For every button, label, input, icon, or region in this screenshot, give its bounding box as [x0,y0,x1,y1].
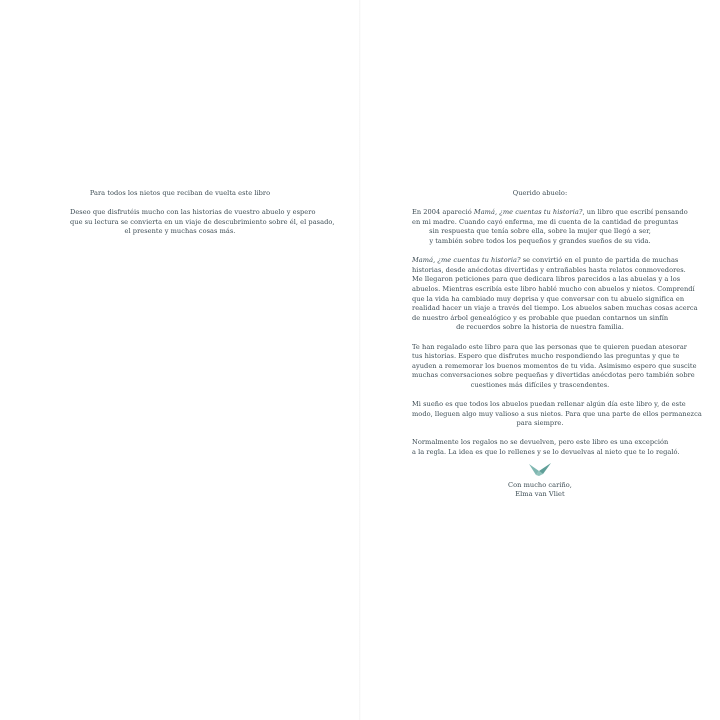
letter-paragraph-4: Mi sueño es que todos los abuelos puedan rellenar algún día este libro y, de este modo, lleguen algo muy valioso a sus nietos. Para que una parte de ellos permanezca para siempre. [412,400,702,428]
bird-icon [527,461,553,477]
book-title-italic: Mamá, ¿me cuentas tu historia? [473,208,583,217]
letter-paragraph-3: Te han regalado este libro para que las personas que te quieren puedan atesorar tus historias. Espero que disfrutes mucho respondiendo las preguntas y que te ayuden a rememorar los buenos momentos de tu vida. Asimismo espero que suscite muchas conversaciones sobre pequeñas y divertidas anécdotas pero también sobre cuestiones más difíciles y trascendentes. [412,342,697,389]
dedication-heading: Para todos los nietos que reciban de vuelta este libro [89,189,271,197]
letter-block [412,189,702,500]
letter-paragraph-1: En 2004 apareció Mamá, ¿me cuentas tu historia?, un libro que escribí pensando en mi madre. Cuando cayó enferma, me di cuenta de la cantidad de preguntas sin respuesta que tenía sobre ella, sobre la mujer que llegó a ser, y también sobre todos los pequeños y grandes sueños de su vida. [412,208,688,245]
letter-salutation: Querido abuelo: [512,189,568,197]
letter-closing: Con mucho cariño, Elma van Vliet [412,481,668,500]
letter-paragraph-5: Normalmente los regalos no se devuelven, pero este libro es una excepción a la regla. La idea es que lo rellenes y se lo devuelvas al nieto que te lo regaló. [412,438,680,457]
letter-signature: Elma van Vliet [515,490,565,499]
book-title-italic: Mamá, ¿me cuentas tu historia? [412,256,521,265]
dedication-paragraph: Deseo que disfrutéis mucho con las historias de vuestro abuelo y espero que su lectura se convierta en un viaje de descubrimiento sobre él, el pasado, el presente y muchas cosas más. [70,208,335,236]
dedication-block [70,189,335,237]
letter-paragraph-2: Mamá, ¿me cuentas tu historia? se convirtió en el punto de partida de muchas historias, desde anécdotas divertidas y entrañables hasta relatos conmovedores. Me llegaron peticiones para que dedicara libros parecidos a las abuelas y a los abuelos. Mientras escribía este libro hablé mucho con abuelos y nietos. Comprendí que la vida ha cambiado muy deprisa y que conversar con tu abuelo significa en realidad hacer un viaje a través del tiempo. Los abuelos saben muchas cosas acerca de nuestro árbol genealógico y es probable que puedan contarnos un sinfín de recuerdos sobre la historia de nuestra familia. [412,256,698,332]
right-page [360,0,720,720]
